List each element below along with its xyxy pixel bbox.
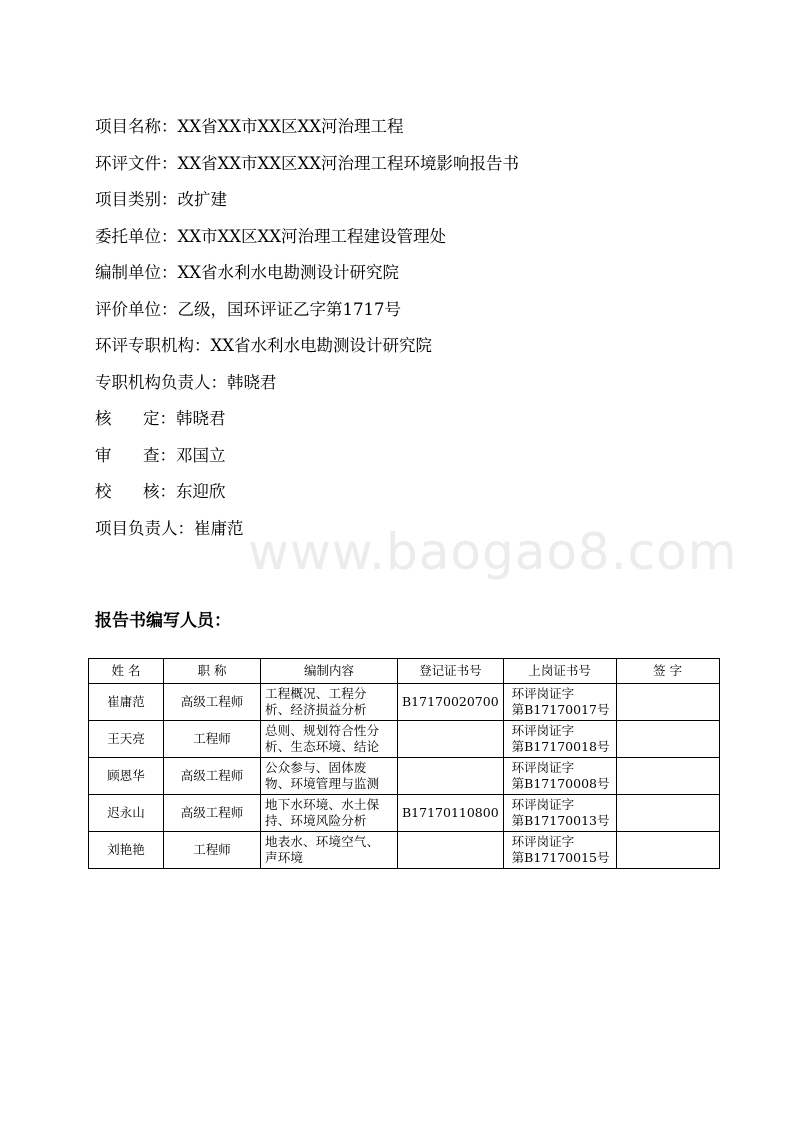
header-signature: 签 字	[616, 659, 719, 684]
cert-line: 环评岗证字	[511, 686, 575, 701]
info-value: XX省XX市XX区XX河治理工程环境影响报告书	[177, 153, 519, 173]
cell-title: 高级工程师	[164, 795, 261, 832]
header-registration: 登记证书号	[398, 659, 504, 684]
cell-post-cert	[503, 684, 616, 721]
content-line: 总则、规划符合性分	[265, 723, 380, 738]
info-label: 审 查：	[95, 445, 176, 465]
header-title: 职 称	[164, 659, 261, 684]
cert-line: 环评岗证字	[511, 723, 575, 738]
info-value: 邓国立	[175, 445, 226, 465]
cell-name: 崔庸范	[89, 684, 164, 721]
cell-post-cert	[503, 832, 616, 869]
info-value: XX省水利水电勘测设计研究院	[210, 336, 432, 355]
cell-signature	[616, 832, 719, 869]
header-name: 姓 名	[89, 659, 164, 684]
info-value: 韩晓君	[227, 372, 277, 392]
info-value: XX省XX市XX区XX河治理工程	[177, 117, 404, 136]
cell-registration	[398, 721, 504, 758]
info-label: 项目类别：	[95, 190, 178, 209]
content-line: 持、环境风险分析	[265, 813, 367, 828]
cert-line: 环评岗证字	[511, 760, 575, 775]
section-title: 报告书编写人员：	[95, 611, 231, 631]
header-content: 编制内容	[261, 659, 398, 684]
info-row-project-category	[95, 185, 519, 222]
info-value: 韩晓君	[175, 409, 226, 428]
cell-registration	[398, 758, 504, 795]
info-value: 乙级，国环评证乙字第1717号	[177, 299, 401, 319]
table-row	[89, 684, 720, 721]
cell-signature	[616, 684, 719, 721]
cell-content	[261, 758, 398, 795]
content-line: 工程概况、工程分	[265, 686, 367, 701]
info-value: XX市XX区XX河治理工程建设管理处	[177, 226, 446, 246]
content-line: 地下水环境、水土保	[265, 797, 380, 812]
cert-line: 第B17170018号	[511, 739, 610, 754]
info-value: 东迎欣	[175, 482, 226, 501]
cell-signature	[616, 795, 719, 832]
cell-content	[261, 795, 398, 832]
cell-registration: B17170020700	[398, 684, 504, 721]
cell-content	[261, 832, 398, 869]
cell-name: 顾恩华	[89, 758, 164, 795]
info-row-assessor	[95, 295, 519, 332]
content-line: 地表水、环境空气、	[265, 834, 380, 849]
cell-name: 刘艳艳	[89, 832, 164, 869]
cert-line: 第B17170008号	[511, 776, 610, 791]
info-label: 校 核：	[95, 482, 176, 501]
cert-line: 第B17170015号	[511, 850, 610, 865]
cell-title: 工程师	[164, 832, 261, 869]
content-line: 物、环境管理与监测	[265, 776, 380, 791]
table-row	[89, 758, 720, 795]
info-label: 环评文件：	[95, 153, 178, 173]
info-label: 编制单位：	[95, 263, 178, 282]
info-value: 崔庸范	[194, 518, 244, 538]
cell-registration	[398, 832, 504, 869]
info-row-approver	[95, 404, 519, 441]
cell-title: 工程师	[164, 721, 261, 758]
cell-title: 高级工程师	[164, 758, 261, 795]
project-info	[95, 112, 519, 550]
info-label: 专职机构负责人：	[95, 372, 227, 392]
cert-line: 第B17170017号	[511, 702, 610, 717]
info-row-checker	[95, 477, 519, 514]
info-label: 评价单位：	[95, 299, 178, 319]
watermark: www.baogao8.com	[248, 523, 738, 581]
cell-title: 高级工程师	[164, 684, 261, 721]
cell-content	[261, 684, 398, 721]
content-line: 析、经济损益分析	[265, 702, 367, 717]
info-row-eia-document	[95, 149, 519, 186]
info-row-eia-agency	[95, 331, 519, 368]
cell-registration: B17170110800	[398, 795, 504, 832]
info-row-agency-head	[95, 368, 519, 405]
info-value: XX省水利水电勘测设计研究院	[177, 263, 399, 282]
cert-line: 环评岗证字	[511, 797, 575, 812]
cell-post-cert	[503, 721, 616, 758]
staff-table	[88, 658, 720, 869]
table-header-row	[89, 659, 720, 684]
info-value: 改扩建	[177, 190, 227, 209]
cell-post-cert	[503, 758, 616, 795]
info-label: 项目名称：	[95, 117, 178, 136]
cell-post-cert	[503, 795, 616, 832]
info-label: 环评专职机构：	[95, 336, 211, 355]
table-row	[89, 721, 720, 758]
table-row	[89, 795, 720, 832]
info-row-reviewer	[95, 441, 519, 478]
content-line: 析、生态环境、结论	[265, 739, 380, 754]
info-label: 项目负责人：	[95, 518, 194, 538]
info-label: 委托单位：	[95, 226, 178, 246]
info-row-compiler	[95, 258, 519, 295]
info-row-client	[95, 222, 519, 259]
header-post-cert: 上岗证书号	[503, 659, 616, 684]
info-label: 核 定：	[95, 409, 176, 428]
cell-name: 王天亮	[89, 721, 164, 758]
cert-line: 第B17170013号	[511, 813, 610, 828]
cell-name: 迟永山	[89, 795, 164, 832]
cert-line: 环评岗证字	[511, 834, 575, 849]
info-row-project-name	[95, 112, 519, 149]
content-line: 公众参与、固体废	[265, 760, 367, 775]
cell-signature	[616, 721, 719, 758]
table-row	[89, 832, 720, 869]
cell-content	[261, 721, 398, 758]
content-line: 声环境	[265, 850, 304, 865]
cell-signature	[616, 758, 719, 795]
